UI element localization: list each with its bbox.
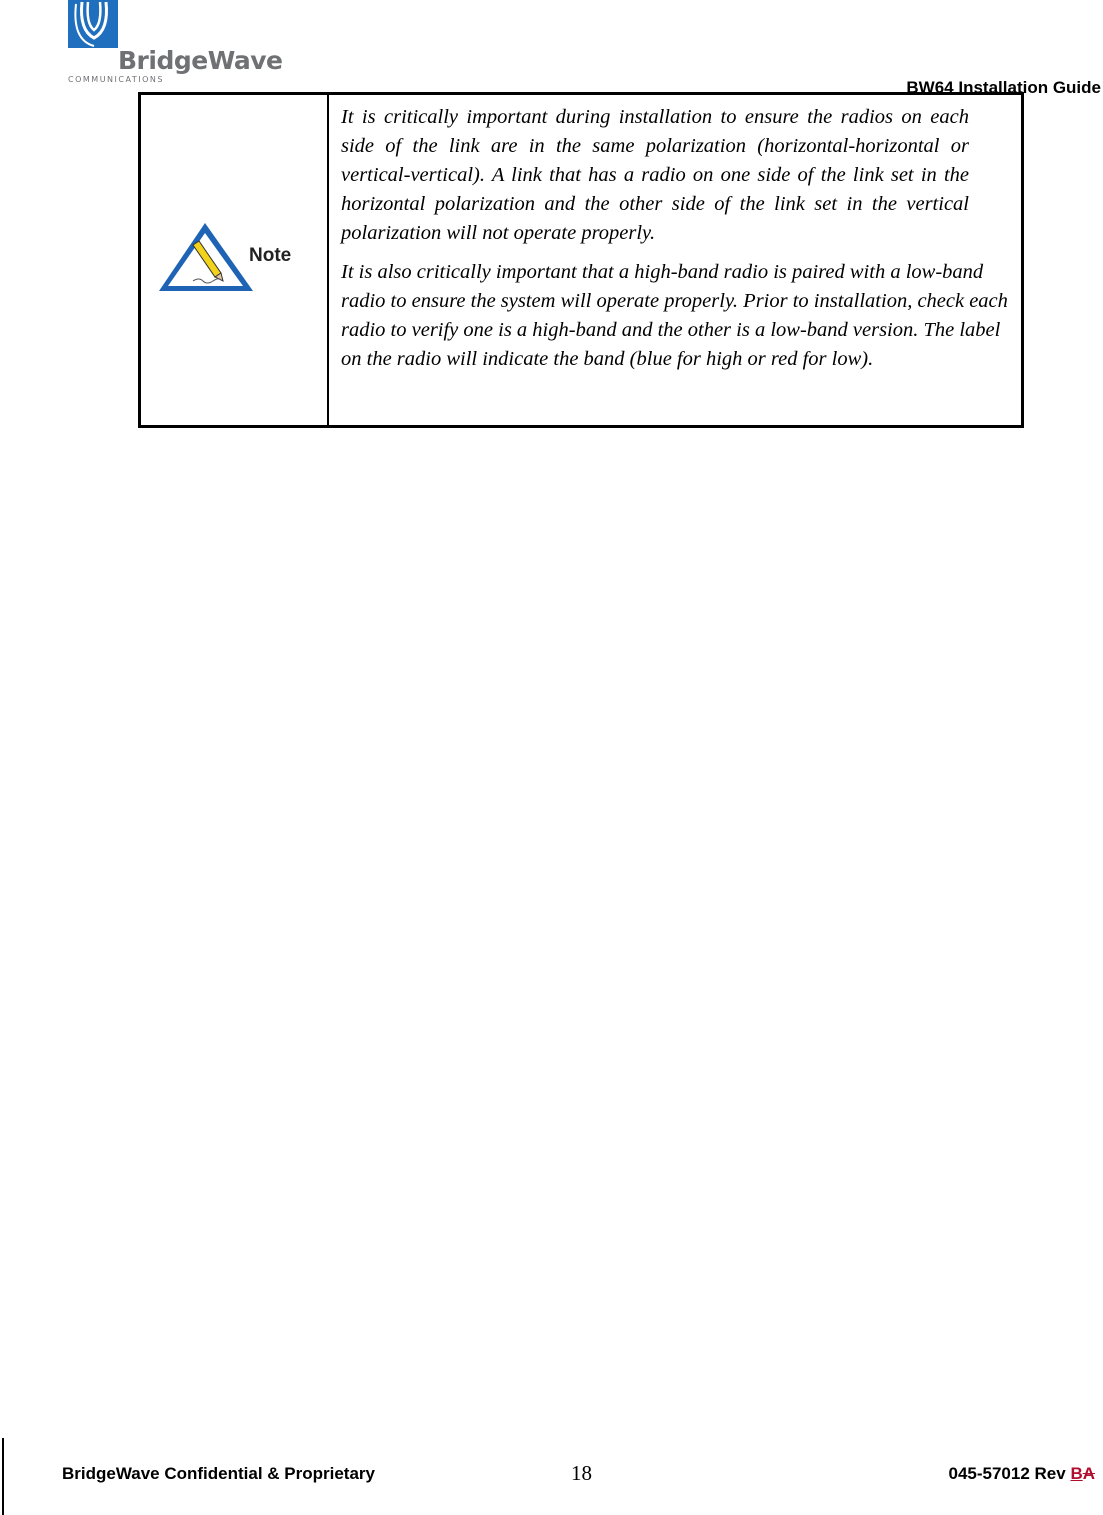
note-paragraph: It is critically important during installation to ensure the radios on each side of the link are in the same polarization (horizontal-horizontal or vertical-vertical). A link that has a radio on one side of the link set in the horizontal polarization and the other side of the link set in the vertical polarization will not operate properly. (341, 106, 969, 244)
logo-name: BridgeWave (118, 46, 283, 75)
note-pencil-icon (157, 219, 257, 295)
document-number: 045-57012 Rev (948, 1464, 1071, 1483)
logo-mark (68, 0, 118, 48)
footer-confidential: BridgeWave Confidential & Proprietary (62, 1464, 375, 1483)
note-label: Note (249, 245, 292, 266)
revision-margin-bar (2, 1438, 4, 1515)
logo-waves-icon (68, 0, 118, 48)
logo-subtitle: COMMUNICATIONS (68, 75, 164, 84)
document-header-title: BW64 Installation Guide (906, 78, 1101, 97)
page-number: 18 (571, 1461, 592, 1485)
revision-inserted: B (1070, 1464, 1083, 1483)
footer-document-number (949, 1464, 1096, 1484)
revision-deleted: A (1082, 1464, 1095, 1483)
note-table (138, 92, 1024, 428)
note-icon-cell (141, 95, 329, 425)
bridgewave-logo (68, 0, 283, 88)
note-paragraph: It is also critically important that a high-band radio is paired with a low-band radio to ensure the system will operate properly. Prior to installation, check each radio to verify one is a high-band and the other is a low-band version. The label on the radio will indicate the band (blue for high or red for low). (341, 261, 1008, 370)
note-text-cell (329, 95, 1021, 425)
